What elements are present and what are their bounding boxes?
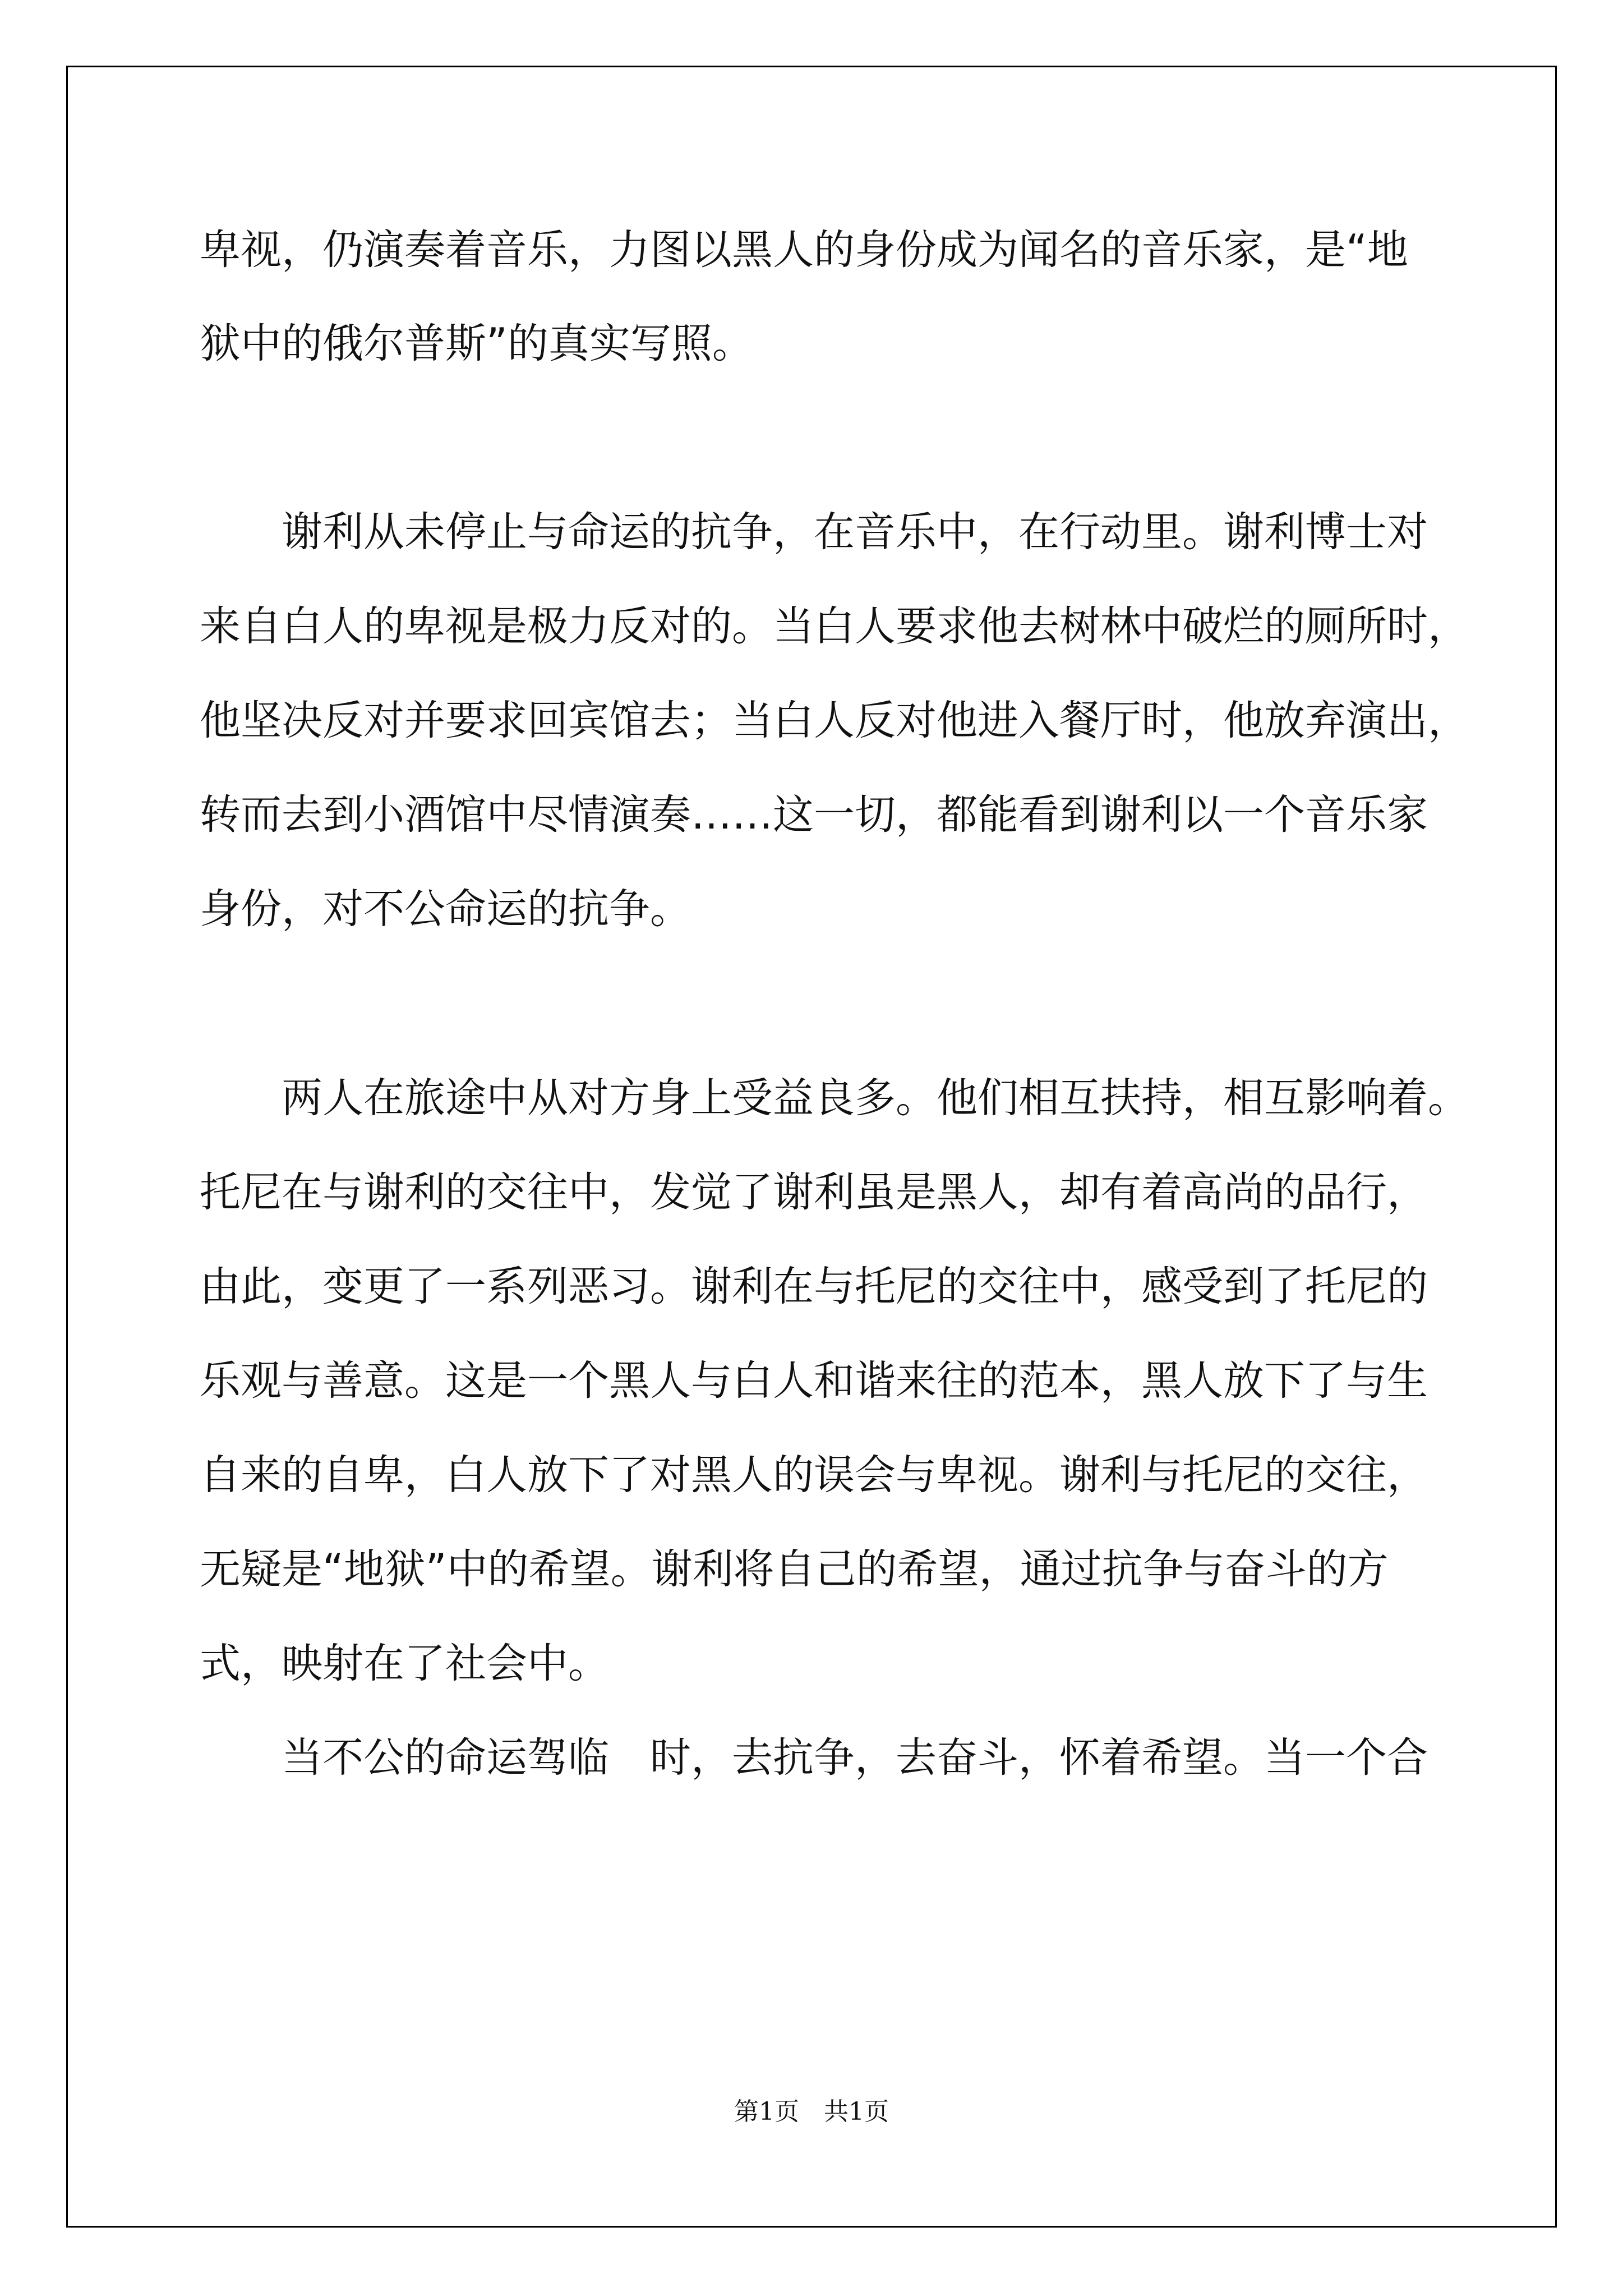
text-line: 式，映射在了社会中。: [200, 1640, 609, 1687]
text-line: 当不公的命运驾临 时，去抗争，去奋斗，怀着希望。当一个合: [200, 1734, 1428, 1782]
text-line: 转而去到小酒馆中尽情演奏……这一切，都能看到谢利以一个音乐家: [200, 791, 1428, 839]
text-line: 两人在旅途中从对方身上受益良多。他们相互扶持，相互影响着。: [200, 1074, 1469, 1122]
text-line: 来自白人的卑视是极力反对的。当白人要求他去树林中破烂的厕所时，: [200, 602, 1469, 650]
page-border: [66, 66, 1557, 2228]
text-line: 无疑是“地狱”中的希望。谢利将自己的希望，通过抗争与奋斗的方: [200, 1545, 1389, 1593]
text-line: 身份，对不公命运的抗争。: [200, 885, 691, 933]
text-line: 自来的自卑，白人放下了对黑人的误会与卑视。谢利与托尼的交往，: [200, 1451, 1428, 1499]
text-line: 卑视，仍演奏着音乐，力图以黑人的身份成为闻名的音乐家，是“地: [200, 226, 1408, 274]
text-line: 谢利从未停止与命运的抗争，在音乐中，在行动里。谢利博士对: [200, 508, 1428, 556]
text-line: 托尼在与谢利的交往中，发觉了谢利虽是黑人，却有着高尚的品行，: [200, 1168, 1428, 1216]
page-number-footer: 第1页 共1页: [734, 2097, 889, 2126]
text-line: 狱中的俄尔普斯”的真实写照。: [200, 320, 753, 367]
text-line: 乐观与善意。这是一个黑人与白人和谐来往的范本，黑人放下了与生: [200, 1357, 1428, 1405]
text-line: 由此，变更了一系列恶习。谢利在与托尼的交往中，感受到了托尼的: [200, 1263, 1428, 1310]
text-line: 他坚决反对并要求回宾馆去；当白人反对他进入餐厅时，他放弃演出，: [200, 697, 1469, 744]
